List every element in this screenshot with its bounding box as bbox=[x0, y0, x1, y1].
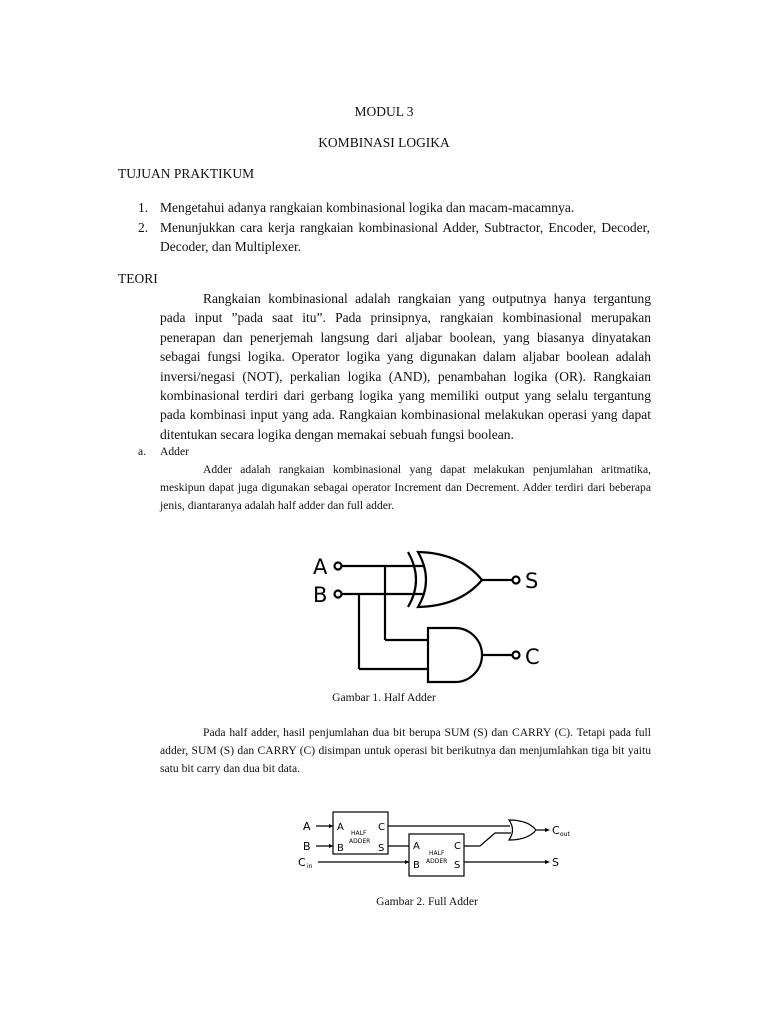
figure2-caption: Gambar 2. Full Adder bbox=[376, 895, 478, 908]
input-a-terminal bbox=[335, 563, 342, 570]
arrow-icon bbox=[545, 860, 550, 864]
arrow-icon bbox=[329, 824, 333, 828]
teori-heading: TEORI bbox=[118, 271, 158, 286]
ha2-port-b: B bbox=[413, 860, 420, 871]
arrow-icon bbox=[545, 828, 550, 832]
ha2-port-s: S bbox=[454, 860, 461, 871]
ha1-port-s: S bbox=[378, 843, 385, 854]
xor-gate bbox=[418, 552, 482, 607]
fa-label-b: B bbox=[303, 840, 311, 853]
and-gate bbox=[428, 628, 482, 682]
label-c: C bbox=[525, 645, 540, 669]
input-b-terminal bbox=[335, 591, 342, 598]
fa-label-cout: C bbox=[552, 824, 560, 837]
ha2-title-line2: ADDER bbox=[426, 858, 448, 865]
tujuan-item-number: 2. bbox=[138, 220, 149, 235]
ha2-port-c: C bbox=[454, 841, 461, 852]
tujuan-heading: TUJUAN PRAKTIKUM bbox=[118, 166, 255, 181]
ha2-title-line1: HALF bbox=[429, 850, 445, 857]
half-adder-diagram bbox=[300, 544, 550, 684]
adder-heading: Adder bbox=[160, 445, 189, 458]
full-adder-diagram bbox=[290, 796, 570, 891]
label-a: A bbox=[313, 555, 328, 579]
ha1-port-c: C bbox=[378, 822, 385, 833]
tujuan-item-number: 1. bbox=[138, 200, 149, 215]
tujuan-item-text: Mengetahui adanya rangkaian kombinasional logika dan macam-macamnya. bbox=[160, 200, 575, 215]
label-s: S bbox=[525, 569, 539, 593]
module-title: MODUL 3 bbox=[354, 104, 414, 119]
or-gate bbox=[509, 820, 536, 840]
arrow-icon bbox=[405, 860, 409, 864]
ha1-port-a: A bbox=[337, 822, 344, 833]
ha1-title-line1: HALF bbox=[351, 830, 367, 837]
figure1-caption: Gambar 1. Half Adder bbox=[332, 691, 436, 704]
module-subtitle: KOMBINASI LOGIKA bbox=[318, 135, 450, 150]
fa-label-s: S bbox=[552, 856, 559, 869]
half-full-adder-paragraph: Pada half adder, hasil penjumlahan dua bit berupa SUM (S) dan CARRY (C). Tetapi pada full adder, SUM (S) dan CARRY (C) disimpan untuk operasi bit berikutnya dan menjumlahkan tiga bit yaitu satu bit carry dan dua bit data. bbox=[160, 726, 651, 775]
output-s-terminal bbox=[513, 577, 520, 584]
output-c-terminal bbox=[513, 652, 520, 659]
ha1-title-line2: ADDER bbox=[349, 838, 371, 845]
fa-label-a: A bbox=[303, 820, 311, 833]
ha2-port-a: A bbox=[413, 841, 420, 852]
teori-paragraph: Rangkaian kombinasional adalah rangkaian yang outputnya hanya tergantung pada input ”pada saat itu”. Pada prinsipnya, rangkaian kombinasional merupakan penerapan dan penerjemah langsung dari aljabar boolean, yang biasanya dinyatakan sebagai fungsi logika. Operator logika yang digunakan dalam aljabar boolean adalah inversi/negasi (NOT), perkalian logika (AND), penambahan logika (OR). Rangkaian kombinasional terdiri dari gerbang logika yang memiliki output yang selalu tergantung pada kombinasi input yang ada. Rangkaian kombinasional melakukan operasi yang dapat ditentukan secara logika dengan memakai sebuah fungsi boolean. bbox=[160, 291, 651, 442]
tujuan-item-text: Menunjukkan cara kerja rangkaian kombinasional Adder, Subtractor, Encoder, Decoder, Decoder, dan Multiplexer. bbox=[160, 220, 650, 254]
adder-paragraph: Adder adalah rangkaian kombinasional yang dapat melakukan penjumlahan aritmatika, meskipun dapat juga digunakan sebagai operator Increment dan Decrement. Adder terdiri dari beberapa jenis, diantaranya adalah half adder dan full adder. bbox=[160, 463, 651, 512]
xor-extra-curve bbox=[408, 552, 416, 607]
label-b: B bbox=[313, 583, 328, 607]
arrow-icon bbox=[329, 844, 333, 848]
fa-label-cin: C bbox=[298, 856, 306, 869]
adder-marker: a. bbox=[138, 445, 147, 458]
fa-label-cout-sub: out bbox=[560, 831, 570, 838]
fa-label-cin-sub: in bbox=[307, 863, 313, 870]
ha1-port-b: B bbox=[337, 843, 344, 854]
